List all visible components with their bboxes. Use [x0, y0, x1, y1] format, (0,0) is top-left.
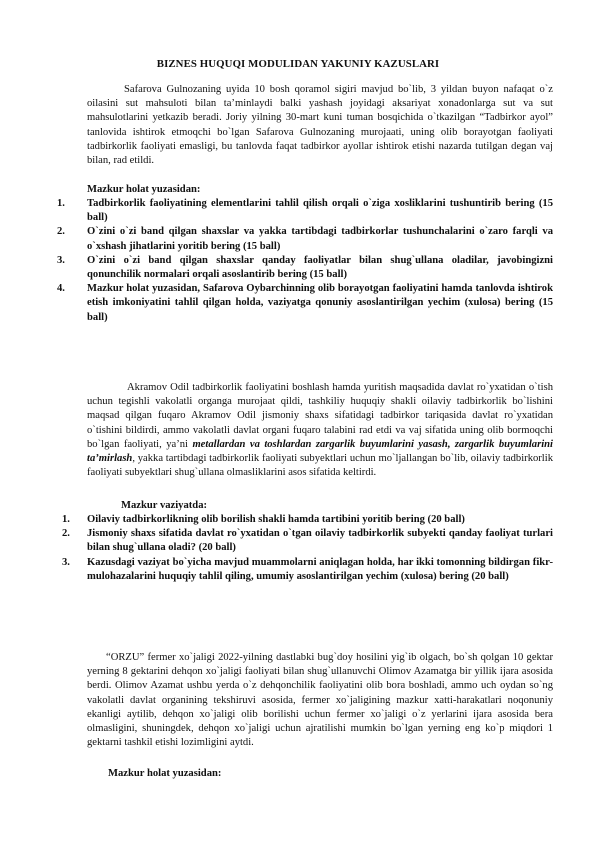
list-item-number: 3. [57, 254, 65, 266]
case1-question-list [0, 197, 596, 325]
list-item-text: Mazkur holat yuzasidan, Safarova Oybarchinning olib borayotgan faoliyatini hamda tanlovda ishtirok etish imkoniyatini tahlil qilgan holda, vaziyatga qonuniy asoslantirilgan yechim (xulosa) bering (15 ball) [87, 283, 553, 323]
list-item-number: 2. [57, 226, 65, 238]
case2-paragraph-part1: Akramov Odil tadbirkorlik faoliyatini boshlash hamda yuritish maqsadida davlat ro`yxatidan o`tish uchun tegishli vakolatli organga murojaat qildi, tashkiliy huquqiy shakli oilaviy tadbirkorlik bo`lishini maqsad qilgan fuqaro Akramov Odil jismoniy shaxs sifatidagi tadbirkor tariqasida davlat ro`yxatidan o`tishini bildirdi, ammo vakolatli davlat organi fuqaro talabini rad etdi va vaj sifatida uning olib bormoqchi bo`lgan faoliyati, ya’ni [87, 382, 553, 450]
list-item [0, 282, 596, 325]
case1-paragraph: Safarova Gulnozaning uyida 10 bosh qoramol sigiri mavjud bo`lib, 3 yildan buyon nafaqat o`z oilasini sut mahsuloti bilan ta’minlaydi balki yashash joyidagi aksariyat xonadonlarga sut va sut mahsulotlarini yetkazib beradi. Joriy yilning 30-mart kuni tuman bosqichida o`tkazilgan “Tadbirkor ayol” tanlovida ishtirok etmoqchi bo`lgan Safarova Gulnozaning murojaati, uning olib borayotgan faoliyati tadbirkorlik faoliyati emasligi, bu tanlovda faqat tadbirkor ayollar ishtirok etishi nazarda tutilgan degan vaj bilan, rad etildi. [87, 84, 553, 167]
list-item-text: Kazusdagi vaziyat bo`yicha mavjud muammolarni aniqlagan holda, har ikki tomonning bildirgan fikr-mulohazalarini huquqiy tahlil qiling, umumiy asoslantirilgan yechim (xulosa) bering (20 ball) [87, 556, 553, 582]
list-item [0, 254, 596, 282]
list-item-text: O`zini o`zi band qilgan shaxslar qanday faoliyatlar bilan shug`ullana oladilar, javobingizni qonunchilik normalari orqali asoslantirib bering (15 ball) [87, 254, 553, 281]
case2-paragraph-emphasis: metallardan va toshlardan zargarlik buyumlarini yasash, zargarlik buyumlarini ta’mirlash [87, 438, 553, 465]
list-item [0, 513, 596, 527]
list-item [0, 527, 596, 555]
case2-paragraph [87, 381, 553, 480]
list-item-text: Tadbirkorlik faoliyatining elementlarini tahlil qilish orqali o`ziga xosliklarini tushuntirib bering (15 ball) [87, 198, 553, 224]
list-item [0, 225, 596, 253]
case3-heading: Mazkur holat yuzasidan: [108, 768, 222, 779]
list-item-number: 1. [62, 514, 70, 525]
list-item-text: Oilaviy tadbirkorlikning olib borilish shakli hamda tartibini yoritib bering (20 ball) [87, 514, 465, 525]
case1-heading: Mazkur holat yuzasidan: [87, 184, 201, 195]
list-item-text: O`zini o`zi band qilgan shaxslar va yakka tartibdagi tadbirkorlar tushunchalarini o`zaro farqli va o`xshash jihatlarini yoritib bering (15 ball) [87, 226, 553, 252]
case2-paragraph-part2: , yakka tartibdagi tadbirkorlik faoliyati subyektlari uchun mo`ljallangan bo`lib, oilaviy tadbirkorlik faoliyati subyektlari shug`ullana olmasliklarini asos sifatida keltirdi. [87, 453, 553, 479]
list-item [0, 197, 596, 225]
list-item [0, 556, 596, 584]
case2-heading: Mazkur vaziyatda: [121, 500, 208, 511]
list-item-number: 1. [57, 198, 65, 209]
list-item-number: 2. [62, 528, 70, 540]
list-item-text: Jismoniy shaxs sifatida davlat ro`yxatidan o`tgan oilaviy tadbirkorlik subyekti qanday faoliyat turlari bilan shug`ullana oladi? (20 ball) [87, 528, 553, 554]
case2-question-list [0, 513, 596, 584]
document-title: BIZNES HUQUQI MODULIDAN YAKUNIY KAZUSLARI [156, 58, 440, 70]
case3-paragraph: “ORZU” fermer xo`jaligi 2022-yilning dastlabki bug`doy hosilini yig`ib olgach, bo`sh qolgan 10 gektar yerning 8 gektarini dehqon xo`jaligi faoliyati bilan shug`ullanuvchi Olimov Azamatga bir yillik ijara asosida berdi. Olimov Azamat ushbu yerda o`z dehqonchilik faoliyatini olib bora boshladi, ammo uch oydan so`ng vakolatli davlat organining tekshiruvi asosida, fermer xo`jaligining mazkur xatti-harakatlari noqonuniy ekanligi aytilib, dehqon xo`jaligi olib borilishi uchun fermer xo`jaligi o`z yerlarini ijara asosida bera olmasligini, shuningdek, dehqon xo`jaligi uchun ajratilishi mumkin bo`lgan yerning eng ko`p miqdori 1 gektarni tashkil etishi lozimligini aytdi. [87, 652, 553, 749]
list-item-number: 3. [62, 556, 70, 568]
list-item-number: 4. [57, 283, 65, 295]
